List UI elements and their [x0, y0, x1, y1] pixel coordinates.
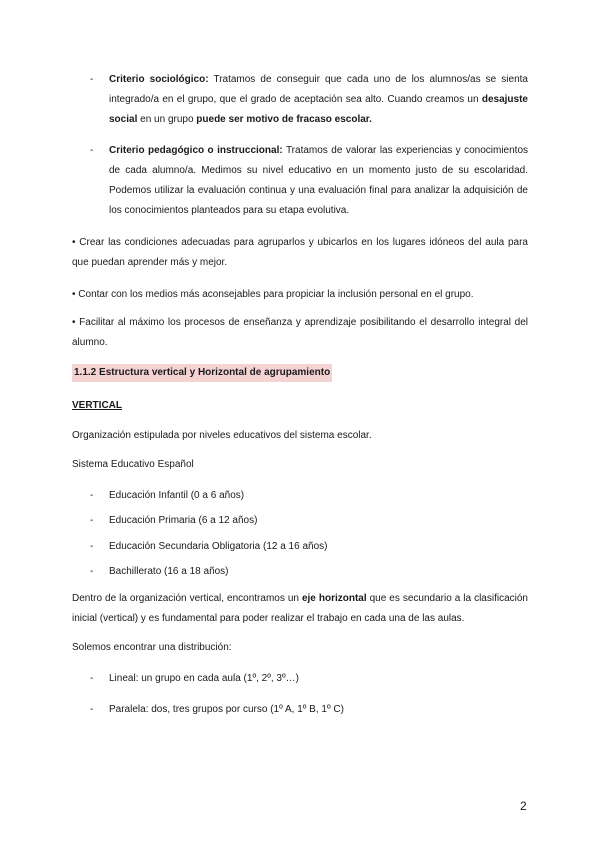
bold-run: desajuste social: [109, 94, 528, 125]
level-text: Educación Infantil (0 a 6 años): [109, 490, 245, 501]
page-number: 2: [520, 799, 527, 813]
list-dash: -: [90, 490, 94, 501]
bold-run: puede ser motivo de fracaso escolar.: [196, 114, 372, 125]
level-text: Educación Secundaria Obligatoria (12 a 16 años): [109, 541, 328, 552]
criterion-term: Criterio pedagógico o instruccional:: [109, 145, 283, 156]
list-item: [72, 511, 528, 531]
distribution-text: Paralela: dos, tres grupos por curso (1º A, 1º B, 1º C): [109, 704, 344, 715]
text-run: Tratamos de valorar las experiencias y conocimientos de cada alumno/a. Medimos su nivel educativo en un momento justo de su escolaridad. Podemos utilizar la evaluación continua y una evaluación final para analizar la adquisición de los conocimientos planteados para su etapa evolutiva.: [109, 145, 528, 216]
list-item: [72, 669, 528, 689]
bullet-paragraph: • Facilitar al máximo los procesos de enseñanza y aprendizaje posibilitando el desarrollo integral del alumno.: [72, 317, 528, 348]
section-heading: 1.1.2 Estructura vertical y Horizontal de agrupamiento: [72, 364, 332, 382]
criterion-pedagogical: [72, 141, 528, 221]
level-text: Bachillerato (16 a 18 años): [109, 566, 229, 577]
list-dash: -: [90, 566, 94, 577]
list-dash: -: [90, 704, 94, 715]
bullet-paragraph: • Contar con los medios más aconsejables para propiciar la inclusión personal en el grupo.: [72, 289, 474, 300]
distribution-intro: Solemos encontrar una distribución:: [72, 642, 232, 653]
criterion-text: [109, 70, 528, 130]
criterion-text: [109, 141, 528, 221]
list-dash: -: [90, 515, 94, 526]
text-run: Tratamos de conseguir que cada uno de los alumnos/as se sienta integrado/a en el grupo, que el grado de aceptación sea alto. Cuando creamos un: [109, 74, 528, 105]
vertical-intro: Organización estipulada por niveles educativos del sistema escolar.: [72, 430, 372, 441]
list-dash: -: [90, 541, 94, 552]
distribution-text: Lineal: un grupo en cada aula (1º, 2º, 3º…): [109, 673, 299, 684]
text-run: Dentro de la organización vertical, encontramos un: [72, 593, 302, 604]
level-text: Educación Primaria (6 a 12 años): [109, 515, 258, 526]
list-dash: -: [90, 145, 94, 156]
criterion-sociological: [72, 70, 528, 130]
vertical-label: VERTICAL: [72, 400, 122, 411]
list-dash: -: [90, 74, 94, 85]
horizontal-paragraph: [72, 589, 528, 629]
list-item: [72, 700, 528, 720]
list-item: [72, 537, 528, 557]
system-title: Sistema Educativo Español: [72, 459, 194, 470]
list-item: [72, 562, 528, 582]
list-dash: -: [90, 673, 94, 684]
bold-run: eje horizontal: [301, 593, 367, 604]
criterion-term: Criterio sociológico:: [109, 74, 209, 85]
text-run: que es secundario a la clasificación inicial (vertical) y es fundamental para poder realizar el trabajo en cada una de las aulas.: [72, 593, 528, 624]
bullet-paragraph: • Crear las condiciones adecuadas para agruparlos y ubicarlos en los lugares idóneos del aula para que puedan aprender más y mejor.: [72, 237, 528, 268]
text-run: en un grupo: [137, 114, 197, 125]
list-item: [72, 486, 528, 506]
